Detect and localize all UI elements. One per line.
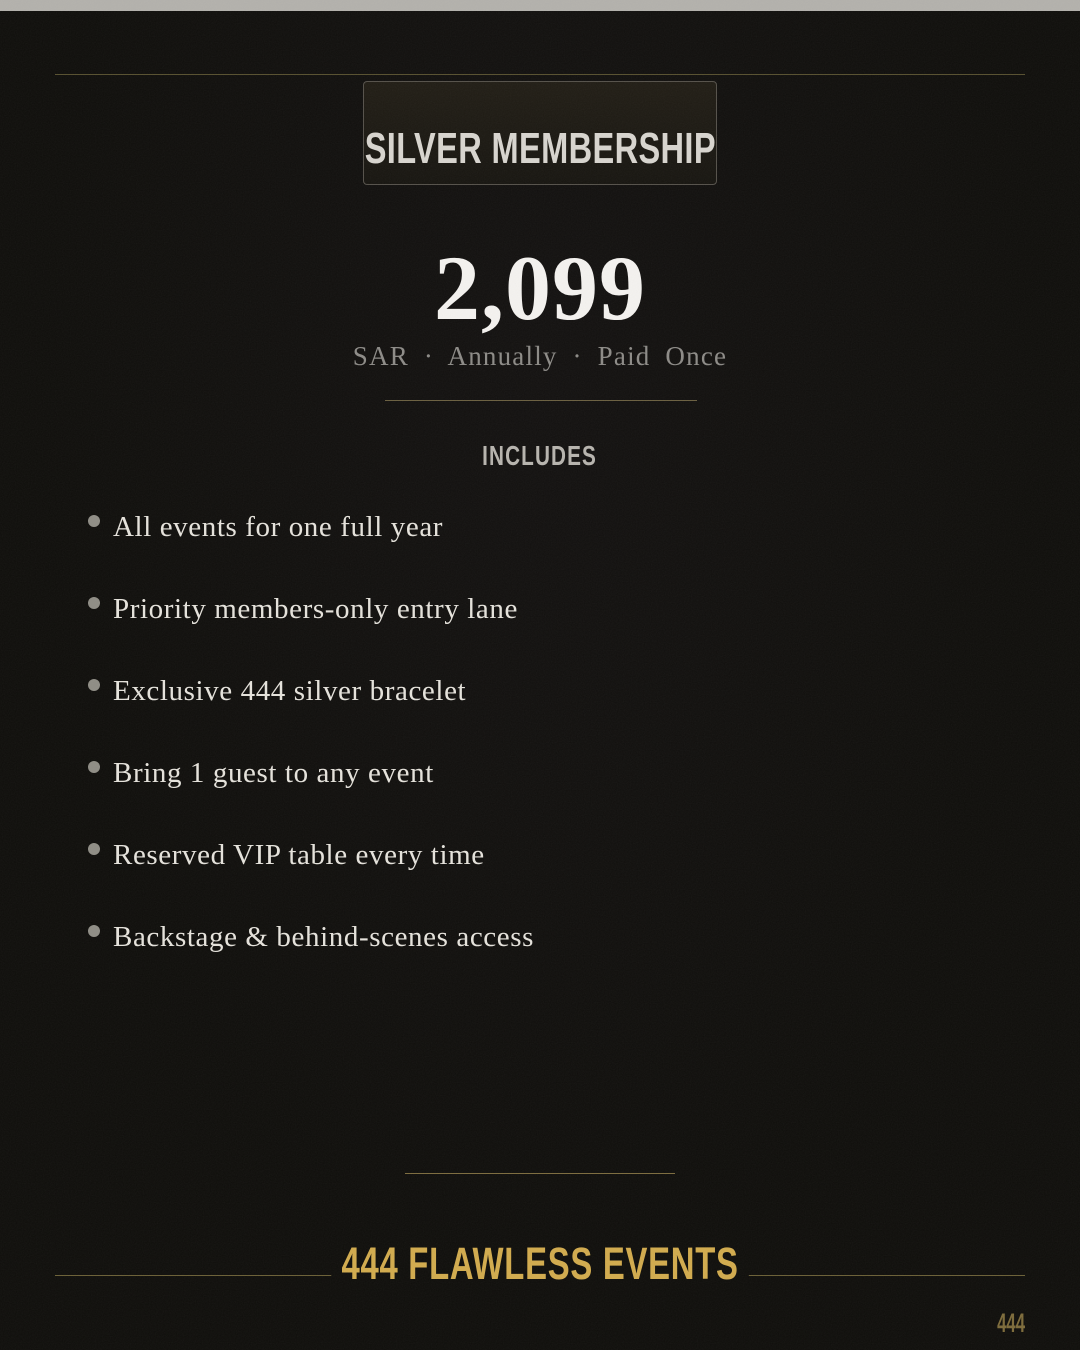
bullet-icon xyxy=(88,515,100,527)
footer-tagline-label: 444 FLAWLESS EVENTS xyxy=(331,1241,749,1286)
bullet-icon xyxy=(88,761,100,773)
footer-divider xyxy=(405,1173,675,1174)
includes-heading-label: INCLUDES xyxy=(482,440,598,471)
features-list xyxy=(88,511,988,1003)
feature-text: Exclusive 444 silver bracelet xyxy=(113,675,467,707)
list-item xyxy=(88,511,988,543)
feature-text: Bring 1 guest to any event xyxy=(113,757,434,789)
feature-text: All events for one full year xyxy=(113,511,444,543)
price-divider xyxy=(385,400,697,401)
list-item xyxy=(88,757,988,789)
membership-badge xyxy=(363,81,717,185)
bullet-icon xyxy=(88,925,100,937)
bullet-icon xyxy=(88,843,100,855)
list-item xyxy=(88,593,988,625)
feature-text: Priority members-only entry lane xyxy=(113,593,518,625)
bullet-icon xyxy=(88,679,100,691)
list-item xyxy=(88,839,988,871)
footer-tagline xyxy=(0,1238,1080,1289)
silver-top-bar xyxy=(0,0,1080,11)
top-hairline xyxy=(55,74,1025,75)
bullet-icon xyxy=(88,597,100,609)
feature-text: Reserved VIP table every time xyxy=(113,839,485,871)
includes-heading xyxy=(0,442,1080,470)
price-amount: 2,099 xyxy=(434,237,646,339)
page-number: 444 xyxy=(997,1308,1025,1338)
list-item xyxy=(88,675,988,707)
badge-label: SILVER MEMBERSHIP xyxy=(364,124,716,173)
price-meta: SAR · Annually · Paid Once xyxy=(352,341,728,371)
list-item xyxy=(88,921,988,953)
feature-text: Backstage & behind-scenes access xyxy=(113,921,535,953)
